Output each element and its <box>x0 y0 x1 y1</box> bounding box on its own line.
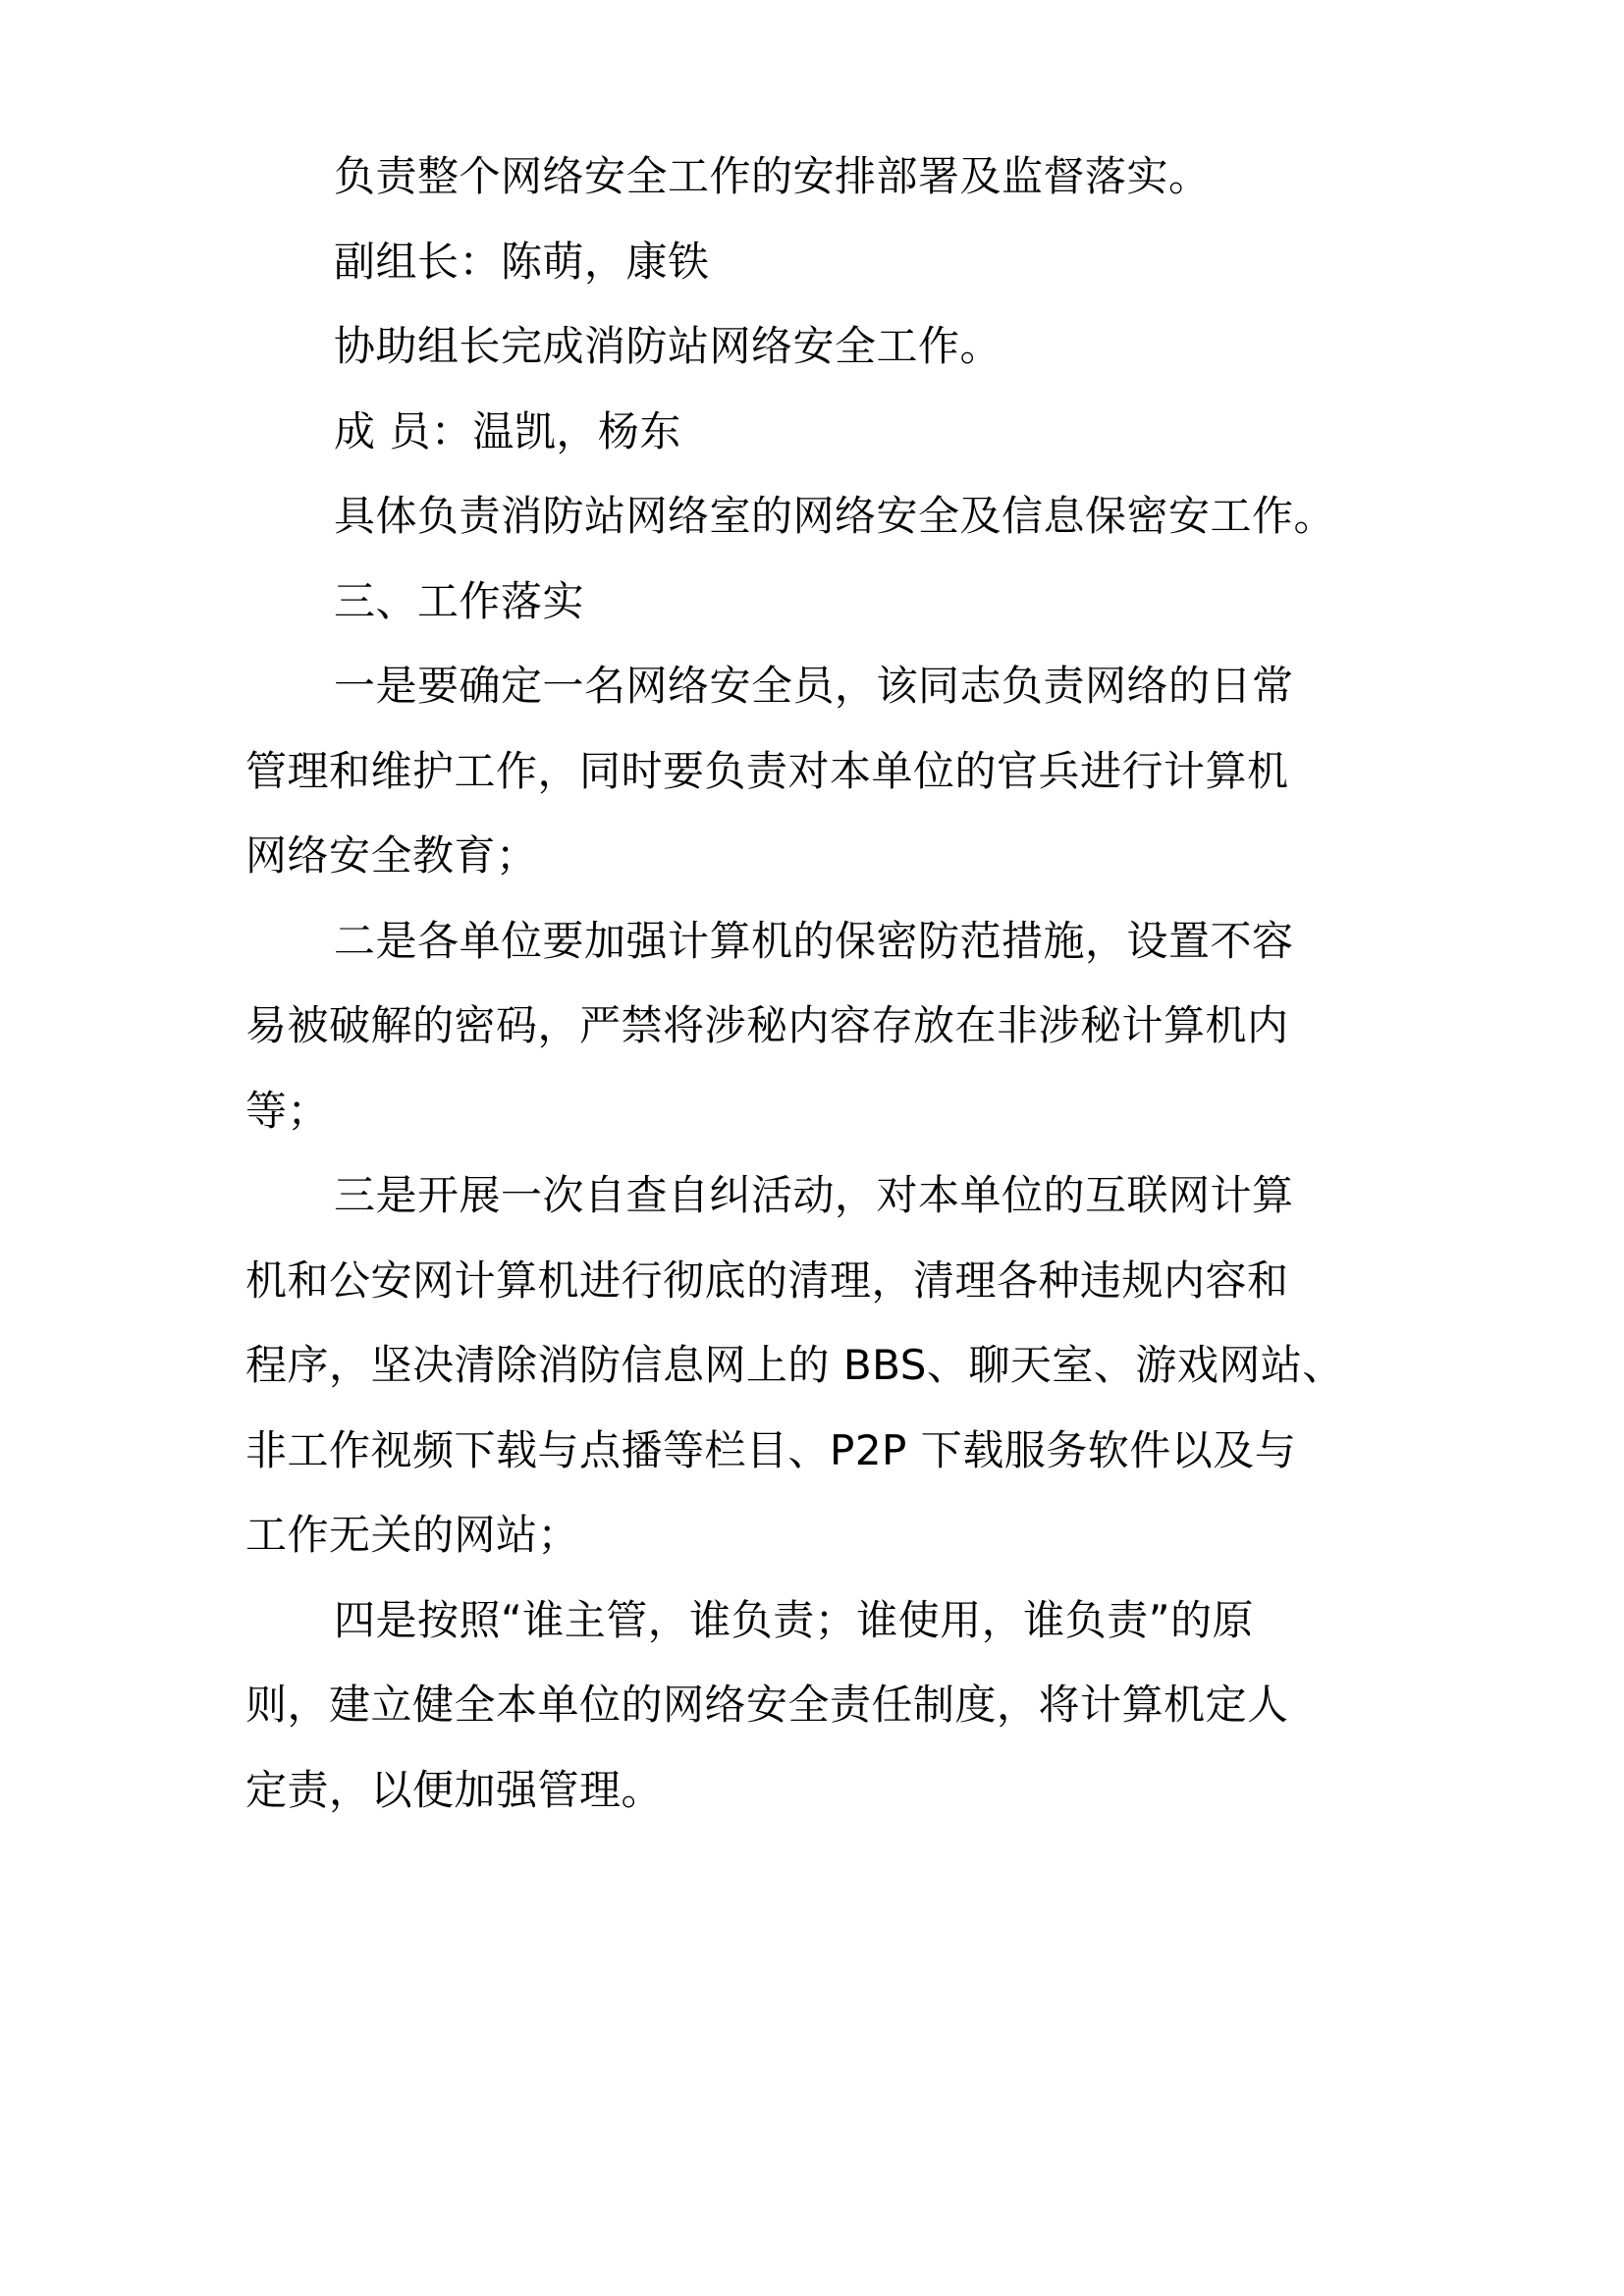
paragraph-line: 三是开展一次自查自纠活动，对本单位的互联网计算 <box>334 1171 1294 1219</box>
paragraph-line: 等； <box>245 1087 330 1135</box>
paragraph-line: 则，建立健全本单位的网络安全责任制度，将计算机定人 <box>245 1681 1289 1729</box>
paragraph-line: 程序，坚决清除消防信息网上的 BBS、聊天室、游戏网站、 <box>245 1341 1344 1389</box>
paragraph-line: 网络安全教育； <box>245 831 538 880</box>
paragraph-line: 管理和维护工作，同时要负责对本单位的官兵进行计算机 <box>245 747 1289 795</box>
paragraph-line: 易被破解的密码，严禁将涉秘内容存放在非涉秘计算机内 <box>245 1001 1289 1049</box>
paragraph-line: 机和公安网计算机进行彻底的清理，清理各种违规内容和 <box>245 1256 1289 1305</box>
paragraph-line: 二是各单位要加强计算机的保密防范措施，设置不容 <box>334 917 1294 965</box>
paragraph-line-deputy-duty: 协助组长完成消防站网络安全工作。 <box>334 322 1002 370</box>
paragraph-line: 四是按照“谁主管，谁负责；谁使用，谁负责”的原 <box>334 1596 1255 1644</box>
paragraph-line: 一是要确定一名网络安全员，该同志负责网络的日常 <box>334 662 1294 710</box>
paragraph-line-members-duty: 具体负责消防站网络室的网络安全及信息保密安工作。 <box>334 492 1336 540</box>
paragraph-line: 工作无关的网站； <box>245 1511 580 1559</box>
paragraph-line: 定责，以便加强管理。 <box>245 1766 664 1814</box>
paragraph-line-deputy-leaders: 副组长：陈萌，康铁 <box>334 238 710 286</box>
paragraph-line-leader-duty: 负责整个网络安全工作的安排部署及监督落实。 <box>334 152 1211 200</box>
paragraph-line-members: 成 员：温凯，杨东 <box>334 407 681 455</box>
section-heading-work-implementation: 三、工作落实 <box>334 577 585 625</box>
paragraph-line: 非工作视频下载与点播等栏目、P2P 下载服务软件以及与 <box>245 1426 1297 1474</box>
